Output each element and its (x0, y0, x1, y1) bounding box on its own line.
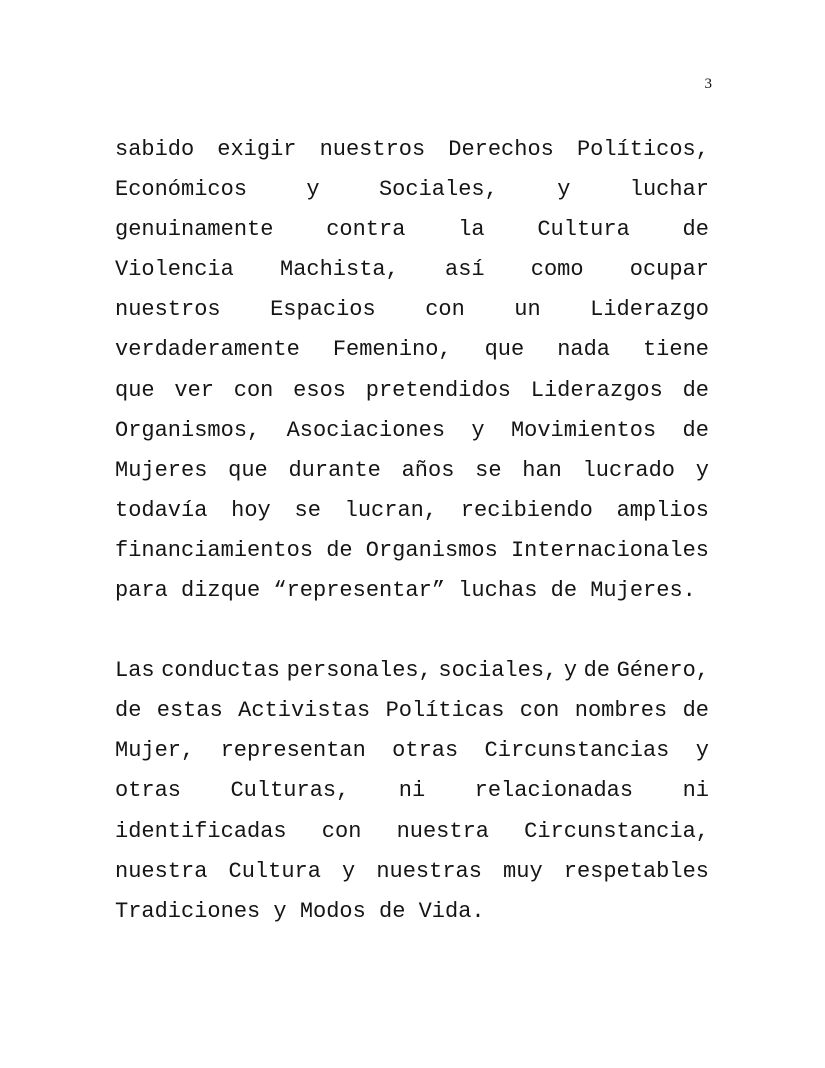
word: ocupar (629, 257, 709, 283)
word: así (445, 257, 485, 283)
paragraph-gap (115, 611, 709, 651)
word: Políticos, (576, 137, 709, 162)
word: de (115, 698, 142, 724)
word: Organismos, (115, 417, 261, 443)
word: hoy (231, 497, 271, 523)
word: Económicos (115, 177, 248, 203)
text-line (115, 531, 709, 571)
word: nuestras (376, 858, 482, 884)
text-line (115, 451, 709, 491)
word: Culturas, (230, 778, 350, 804)
word: y (306, 177, 320, 203)
word: han (522, 457, 562, 483)
text-line (115, 371, 709, 411)
word: Vida. (418, 898, 485, 924)
word: Derechos (448, 137, 554, 162)
word: luchas (458, 578, 538, 604)
word: y (563, 658, 578, 684)
word: Mujeres. (590, 578, 696, 604)
word: de (379, 898, 406, 924)
word: Políticas (385, 698, 505, 724)
text-line (115, 130, 709, 170)
word: Asociaciones (286, 417, 446, 443)
word: de (682, 698, 709, 724)
word: esos (293, 377, 346, 403)
word: “representar” (273, 578, 446, 604)
word: exigir (217, 137, 297, 162)
word: nuestros (319, 137, 426, 162)
word: con (519, 698, 560, 724)
word: amplios (616, 497, 709, 523)
word: otras (115, 778, 182, 804)
word: muy (503, 858, 543, 884)
word: relacionadas (474, 778, 634, 804)
word: verdaderamente (115, 337, 300, 363)
word: sociales, (438, 658, 558, 684)
word: contra (326, 217, 406, 243)
word: Sociales, (378, 177, 498, 203)
word: respetables (563, 858, 709, 884)
word: Organismos (365, 537, 498, 563)
word: con (233, 377, 274, 403)
word: Machista, (280, 257, 399, 283)
word: que (115, 377, 155, 403)
text-line (115, 812, 709, 852)
word: estas (156, 698, 223, 724)
text-line (115, 571, 709, 611)
text-line (115, 290, 709, 330)
word: de (682, 417, 709, 443)
word: con (321, 818, 362, 844)
word: Liderazgos (530, 377, 663, 403)
page-number: 3 (704, 76, 712, 92)
word: Espacios (270, 297, 376, 323)
word: Violencia (115, 257, 234, 283)
word: de (583, 658, 610, 684)
word: Circunstancias (484, 738, 670, 764)
word: de (326, 537, 353, 563)
word: y (273, 898, 287, 924)
word: Género, (616, 658, 709, 684)
text-line (115, 210, 709, 250)
text-line (115, 330, 709, 370)
word: y (342, 858, 356, 884)
word: Movimientos (510, 417, 657, 443)
word: durante (288, 457, 381, 483)
word: y (557, 177, 571, 203)
word: lucran, (344, 497, 438, 523)
word: de (550, 578, 578, 604)
word: con (425, 297, 465, 323)
word: y (695, 457, 709, 483)
word: dizque (181, 578, 261, 604)
word: Internacionales (510, 537, 709, 563)
word: identificadas (115, 818, 287, 844)
word: Modos (299, 898, 366, 924)
word: luchar (629, 177, 709, 203)
text-line (115, 691, 709, 731)
text-line (115, 771, 709, 811)
text-line (115, 491, 709, 531)
word: Mujer, (115, 738, 195, 764)
word: sabido (115, 137, 195, 162)
word: representan (220, 738, 366, 764)
word: nuestros (115, 297, 221, 323)
word: Cultura (228, 858, 321, 884)
word: la (458, 217, 485, 243)
word: recibiendo (460, 497, 593, 523)
word: Tradiciones (115, 898, 261, 924)
word: nombres (574, 698, 668, 724)
text-line (115, 170, 709, 210)
word: financiamientos (115, 537, 314, 563)
word: Mujeres (115, 457, 208, 483)
word: Circunstancia, (524, 818, 709, 844)
word: y (471, 417, 485, 443)
word: años (401, 457, 455, 483)
paragraph (115, 651, 709, 932)
word: ni (682, 778, 709, 804)
word: todavía (115, 497, 208, 523)
word: Femenino, (332, 337, 452, 363)
word: de (682, 377, 709, 403)
text-line (115, 651, 709, 691)
word: que (228, 457, 268, 483)
word: Cultura (537, 217, 630, 243)
word: pretendidos (365, 377, 511, 403)
word: un (514, 297, 541, 323)
paragraph (115, 130, 709, 611)
text-line (115, 852, 709, 892)
word: nuestra (396, 818, 489, 844)
word: ver (174, 377, 214, 403)
word: se (475, 457, 502, 483)
word: tiene (642, 337, 709, 363)
word: personales, (286, 658, 432, 684)
word: Las (115, 658, 155, 684)
word: genuinamente (115, 217, 274, 243)
text-line (115, 411, 709, 451)
word: Liderazgo (590, 297, 709, 323)
word: de (682, 217, 709, 243)
word: Activistas (238, 698, 371, 724)
word: conductas (161, 658, 281, 684)
text-line (115, 731, 709, 771)
text-line (115, 250, 709, 290)
word: nuestra (115, 858, 208, 884)
word: para (115, 578, 168, 604)
word: ni (398, 778, 426, 804)
word: como (530, 257, 584, 283)
body-text (115, 130, 709, 932)
word: y (695, 738, 709, 764)
word: lucrado (582, 457, 676, 483)
word: que (484, 337, 525, 363)
word: otras (392, 738, 459, 764)
word: se (294, 497, 321, 523)
word: nada (557, 337, 610, 363)
text-line (115, 892, 709, 932)
